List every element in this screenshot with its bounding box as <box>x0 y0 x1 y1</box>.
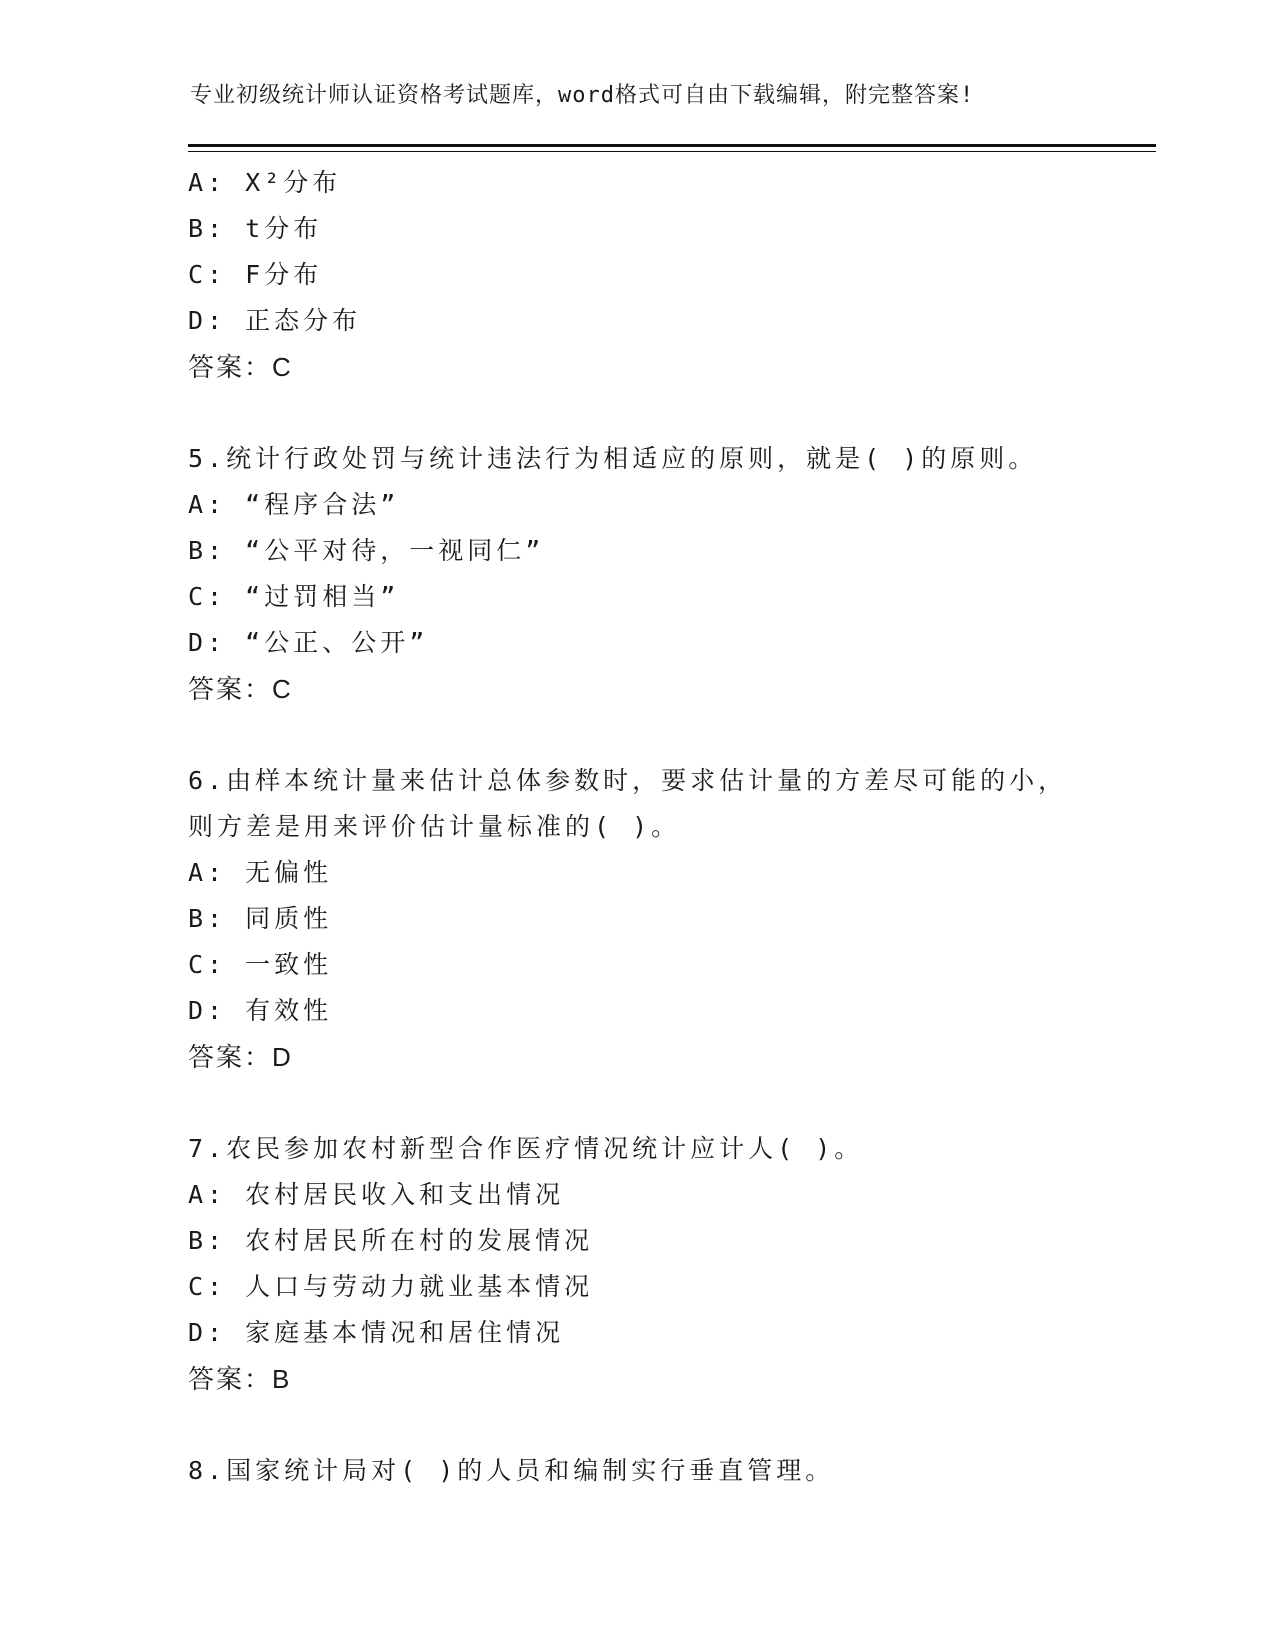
answer-option: B: “公平对待，一视同仁” <box>188 536 545 565</box>
answer-option: A: “程序合法” <box>188 490 400 519</box>
question-spacer <box>188 390 1148 436</box>
header-rule-thin <box>188 151 1156 152</box>
question-list <box>188 160 1148 1494</box>
answer-option: A: X²分布 <box>188 168 342 197</box>
question-block <box>188 758 1148 1080</box>
answer-option: A: 无偏性 <box>188 858 333 887</box>
question-block <box>188 160 1148 390</box>
answer-option: B: 农村居民所在村的发展情况 <box>188 1226 594 1255</box>
answer-option: B: t分布 <box>188 214 323 243</box>
question-stem: 6.由样本统计量来估计总体参数时，要求估计量的方差尽可能的小， <box>188 766 1068 795</box>
answer-key: 答案：B <box>188 1364 292 1394</box>
question-stem: 则方差是用来评价估计量标准的( )。 <box>188 812 681 841</box>
question-block <box>188 1448 1148 1494</box>
question-stem: 8.国家统计局对( )的人员和编制实行垂直管理。 <box>188 1456 835 1485</box>
answer-option: C: F分布 <box>188 260 323 289</box>
question-block <box>188 1126 1148 1402</box>
answer-option: A: 农村居民收入和支出情况 <box>188 1180 565 1209</box>
answer-option: B: 同质性 <box>188 904 333 933</box>
answer-option: D: “公正、公开” <box>188 628 429 657</box>
header-rule-thick <box>188 144 1156 147</box>
answer-option: D: 有效性 <box>188 996 333 1025</box>
answer-option: C: “过罚相当” <box>188 582 400 611</box>
answer-key: 答案：C <box>188 674 293 704</box>
question-spacer <box>188 712 1148 758</box>
answer-key: 答案：C <box>188 352 293 382</box>
answer-option: D: 家庭基本情况和居住情况 <box>188 1318 565 1347</box>
answer-option: D: 正态分布 <box>188 306 362 335</box>
question-spacer <box>188 1402 1148 1448</box>
question-spacer <box>188 1080 1148 1126</box>
question-block <box>188 436 1148 712</box>
page-header: 专业初级统计师认证资格考试题库，word格式可自由下载编辑，附完整答案! <box>190 83 975 108</box>
answer-option: C: 一致性 <box>188 950 333 979</box>
answer-option: C: 人口与劳动力就业基本情况 <box>188 1272 594 1301</box>
question-stem: 7.农民参加农村新型合作医疗情况统计应计人( )。 <box>188 1134 864 1163</box>
answer-key: 答案：D <box>188 1042 293 1072</box>
question-stem: 5.统计行政处罚与统计违法行为相适应的原则，就是( )的原则。 <box>188 444 1038 473</box>
